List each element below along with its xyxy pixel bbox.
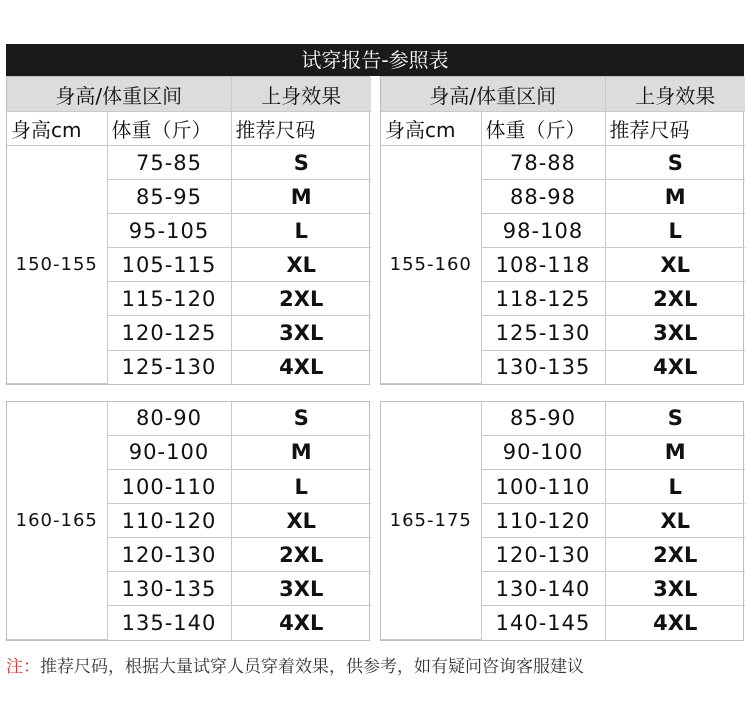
size-table-150-155 [6,76,370,385]
size-value: 3XL [231,316,371,350]
weight-range: 140-145 [481,606,605,640]
size-value: XL [605,504,745,538]
size-grid [381,402,745,640]
size-value: S [231,146,371,180]
height-range: 150-155 [7,146,107,384]
range-header: 身高/体重区间 [381,77,605,112]
size-value: 2XL [605,538,745,572]
size-value: XL [231,504,371,538]
effect-header: 上身效果 [605,77,745,112]
weight-range: 130-135 [481,350,605,383]
size-value: S [231,402,371,435]
effect-header: 上身效果 [231,77,371,112]
size-table-155-160 [380,76,744,385]
weight-header: 体重（斤） [107,112,231,146]
weight-range: 88-98 [481,180,605,214]
weight-range: 100-110 [481,470,605,504]
size-table-160-165 [6,401,370,641]
weight-range: 90-100 [107,435,231,469]
size-value: 2XL [231,282,371,316]
range-header: 身高/体重区间 [7,77,231,112]
weight-range: 115-120 [107,282,231,316]
size-value: 4XL [605,350,745,383]
size-value: 2XL [231,538,371,572]
weight-range: 78-88 [481,146,605,180]
weight-range: 118-125 [481,282,605,316]
weight-range: 75-85 [107,146,231,180]
size-header: 推荐尺码 [605,112,745,146]
weight-range: 135-140 [107,606,231,640]
weight-range: 98-108 [481,214,605,248]
height-range: 155-160 [381,146,481,384]
weight-range: 120-125 [107,316,231,350]
footnote-text: 推荐尺码，根据大量试穿人员穿着效果，供参考，如有疑问咨询客服建议 [40,657,584,677]
weight-range: 80-90 [107,402,231,435]
size-value: XL [231,248,371,282]
size-value: 3XL [231,572,371,606]
weight-range: 125-130 [481,316,605,350]
size-grid [381,77,745,384]
weight-range: 125-130 [107,350,231,383]
weight-range: 110-120 [107,504,231,538]
size-grid [7,402,371,640]
weight-range: 110-120 [481,504,605,538]
weight-header: 体重（斤） [481,112,605,146]
size-value: 4XL [231,350,371,383]
weight-range: 85-95 [107,180,231,214]
size-value: 3XL [605,316,745,350]
weight-range: 85-90 [481,402,605,435]
size-value: M [231,435,371,469]
height-header: 身高cm [381,112,481,146]
size-value: 4XL [605,606,745,640]
footnote [6,652,584,677]
weight-range: 120-130 [481,538,605,572]
size-value: 3XL [605,572,745,606]
weight-range: 120-130 [107,538,231,572]
weight-range: 130-140 [481,572,605,606]
height-range: 165-175 [381,402,481,640]
size-value: M [605,180,745,214]
weight-range: 108-118 [481,248,605,282]
size-value: L [605,214,745,248]
height-range: 160-165 [7,402,107,640]
weight-range: 95-105 [107,214,231,248]
size-value: 2XL [605,282,745,316]
size-grid [7,77,371,384]
footnote-label: 注： [6,657,40,677]
size-header: 推荐尺码 [231,112,371,146]
weight-range: 100-110 [107,470,231,504]
size-value: L [231,470,371,504]
size-value: S [605,146,745,180]
chart-title: 试穿报告-参照表 [6,44,744,76]
height-header: 身高cm [7,112,107,146]
weight-range: 90-100 [481,435,605,469]
weight-range: 130-135 [107,572,231,606]
size-value: M [605,435,745,469]
size-value: L [605,470,745,504]
size-value: L [231,214,371,248]
size-value: S [605,402,745,435]
size-table-165-175 [380,401,744,641]
size-value: M [231,180,371,214]
size-value: 4XL [231,606,371,640]
weight-range: 105-115 [107,248,231,282]
size-value: XL [605,248,745,282]
